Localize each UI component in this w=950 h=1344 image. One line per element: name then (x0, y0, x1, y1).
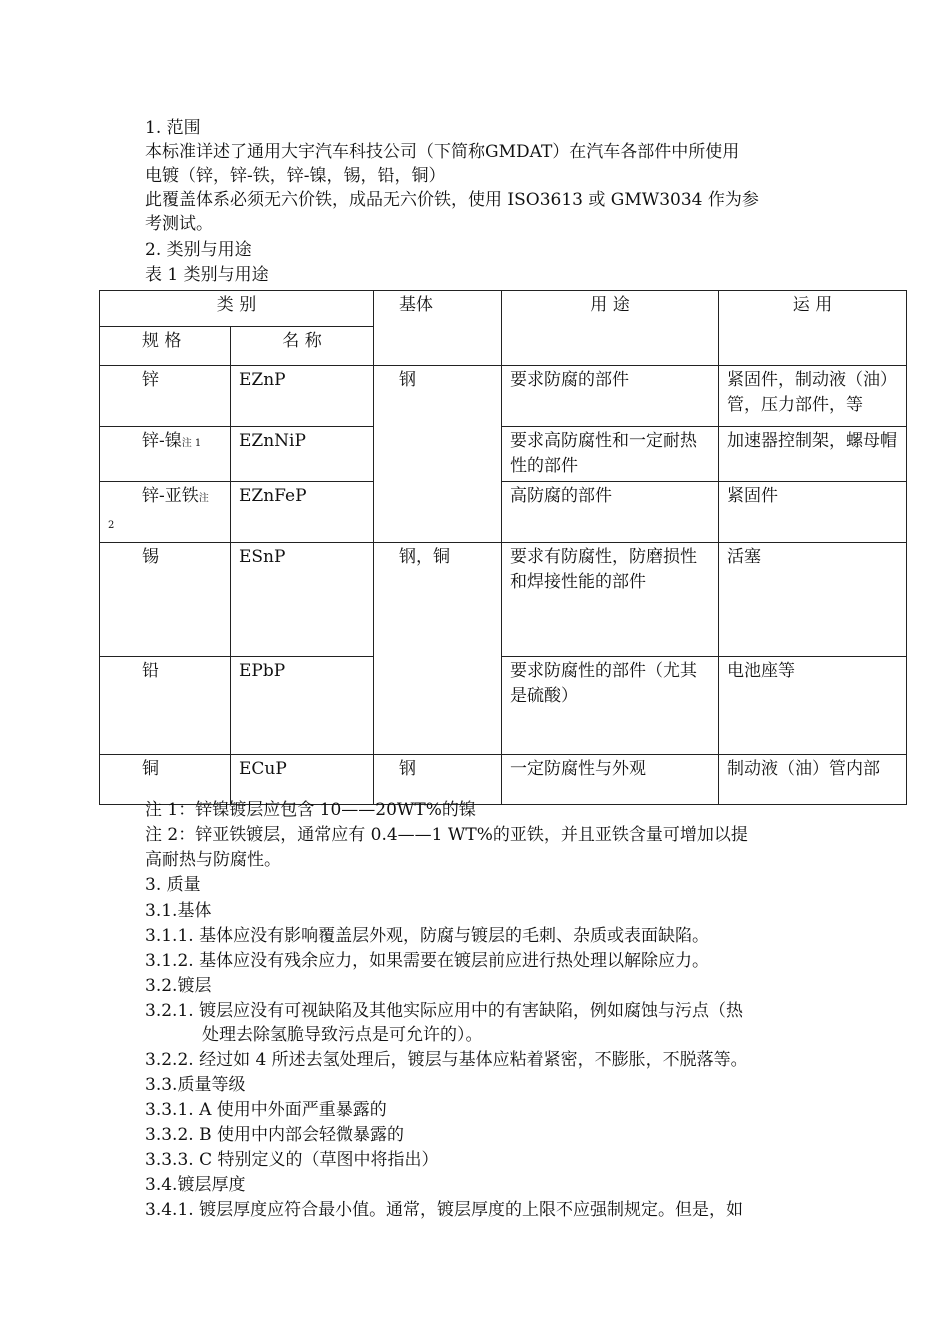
clause-3-4-1: 3.4.1. 镀层厚度应符合最小值。通常，镀层厚度的上限不应强制规定。但是，如 (145, 1200, 744, 1220)
footnote-1: 注 1：锌镍镀层应包含 10——20WT%的镍 (145, 800, 476, 820)
section-3-2-heading: 3.2.镀层 (145, 976, 212, 996)
footnote-marker: 注 1 (181, 438, 202, 449)
table-row (100, 482, 907, 543)
clause-3-2-1-cont: 处理去除氢脆导致污点是可允许的）。 (202, 1025, 483, 1045)
apply-cell: 电池座等 (719, 657, 907, 755)
name-cell: ESnP (231, 543, 374, 657)
spec-text: 锌-镍 (142, 431, 182, 451)
apply-cell: 制动液（油）管内部 (719, 755, 907, 805)
use-cell: 要求防腐的部件 (502, 366, 719, 427)
base-cell: 钢 (374, 755, 502, 805)
header-category: 类 别 (100, 291, 374, 327)
apply-cell: 紧固件 (719, 482, 907, 543)
apply-cell: 活塞 (719, 543, 907, 657)
spec-cell (100, 427, 231, 482)
subheader-spec: 规 格 (100, 327, 231, 366)
header-apply: 运 用 (719, 291, 907, 366)
section-1-heading: 1. 范围 (145, 118, 201, 138)
category-usage-table (99, 290, 907, 805)
clause-3-2-1: 3.2.1. 镀层应没有可视缺陷及其他实际应用中的有害缺陷，例如腐蚀与污点（热 (145, 1001, 744, 1021)
use-cell: 要求有防腐性，防磨损性和焊接性能的部件 (502, 543, 719, 657)
footnote-marker: 注 (198, 493, 209, 504)
spec-cell: 铜 (100, 755, 231, 805)
section-3-3-heading: 3.3.质量等级 (145, 1075, 246, 1095)
table-row (100, 657, 907, 755)
use-cell: 要求防腐性的部件（尤其是硫酸） (502, 657, 719, 755)
table-caption: 表 1 类别与用途 (145, 265, 269, 285)
spec-cell: 铅 (100, 657, 231, 755)
spec-cell: 锌 (100, 366, 231, 427)
table-row (100, 427, 907, 482)
apply-cell: 紧固件，制动液（油）管，压力部件，等 (719, 366, 907, 427)
use-cell: 高防腐的部件 (502, 482, 719, 543)
paragraph-line: 考测试。 (145, 214, 213, 234)
header-base: 基体 (374, 291, 502, 366)
base-cell: 钢 (374, 366, 502, 543)
spec-text: 锌-亚铁 (142, 486, 199, 506)
paragraph-line: 电镀（锌，锌-铁，锌-镍，锡，铅，铜） (145, 166, 446, 186)
name-cell: EZnNiP (231, 427, 374, 482)
name-cell: EZnFeP (231, 482, 374, 543)
clause-3-1-2: 3.1.2. 基体应没有残余应力，如果需要在镀层前应进行热处理以解除应力。 (145, 951, 710, 971)
use-cell: 要求高防腐性和一定耐热性的部件 (502, 427, 719, 482)
spec-cell: 锡 (100, 543, 231, 657)
paragraph-line: 此覆盖体系必须无六价铁，成品无六价铁，使用 ISO3613 或 GMW3034 作为参 (145, 190, 759, 210)
clause-3-3-3: 3.3.3. C 特别定义的（草图中将指出） (145, 1150, 439, 1170)
paragraph-line: 本标准详述了通用大宇汽车科技公司（下简称GMDAT）在汽车各部件中所使用 (145, 142, 740, 162)
name-cell: EZnP (231, 366, 374, 427)
table-row (100, 366, 907, 427)
clause-3-3-2: 3.3.2. B 使用中内部会轻微暴露的 (145, 1125, 404, 1145)
section-3-4-heading: 3.4.镀层厚度 (145, 1175, 246, 1195)
use-cell: 一定防腐性与外观 (502, 755, 719, 805)
section-3-heading: 3. 质量 (145, 875, 201, 895)
clause-3-3-1: 3.3.1. A 使用中外面严重暴露的 (145, 1100, 387, 1120)
footnote-2-cont: 高耐热与防腐性。 (145, 850, 281, 870)
base-cell: 钢，铜 (374, 543, 502, 755)
spec-cell (100, 482, 231, 543)
subheader-name: 名 称 (231, 327, 374, 366)
clause-3-2-2: 3.2.2. 经过如 4 所述去氢处理后，镀层与基体应粘着紧密，不膨胀，不脱落等。 (145, 1050, 748, 1070)
name-cell: ECuP (231, 755, 374, 805)
section-2-heading: 2. 类别与用途 (145, 240, 252, 260)
table-row (100, 543, 907, 657)
footnote-marker: 2 (108, 520, 115, 531)
footnote-2: 注 2：锌亚铁镀层，通常应有 0.4——1 WT%的亚铁，并且亚铁含量可增加以提 (145, 825, 748, 845)
header-use: 用 途 (502, 291, 719, 366)
section-3-1-heading: 3.1.基体 (145, 901, 212, 921)
name-cell: EPbP (231, 657, 374, 755)
table-row (100, 755, 907, 805)
apply-cell: 加速器控制架，螺母帽 (719, 427, 907, 482)
clause-3-1-1: 3.1.1. 基体应没有影响覆盖层外观，防腐与镀层的毛刺、杂质或表面缺陷。 (145, 926, 710, 946)
